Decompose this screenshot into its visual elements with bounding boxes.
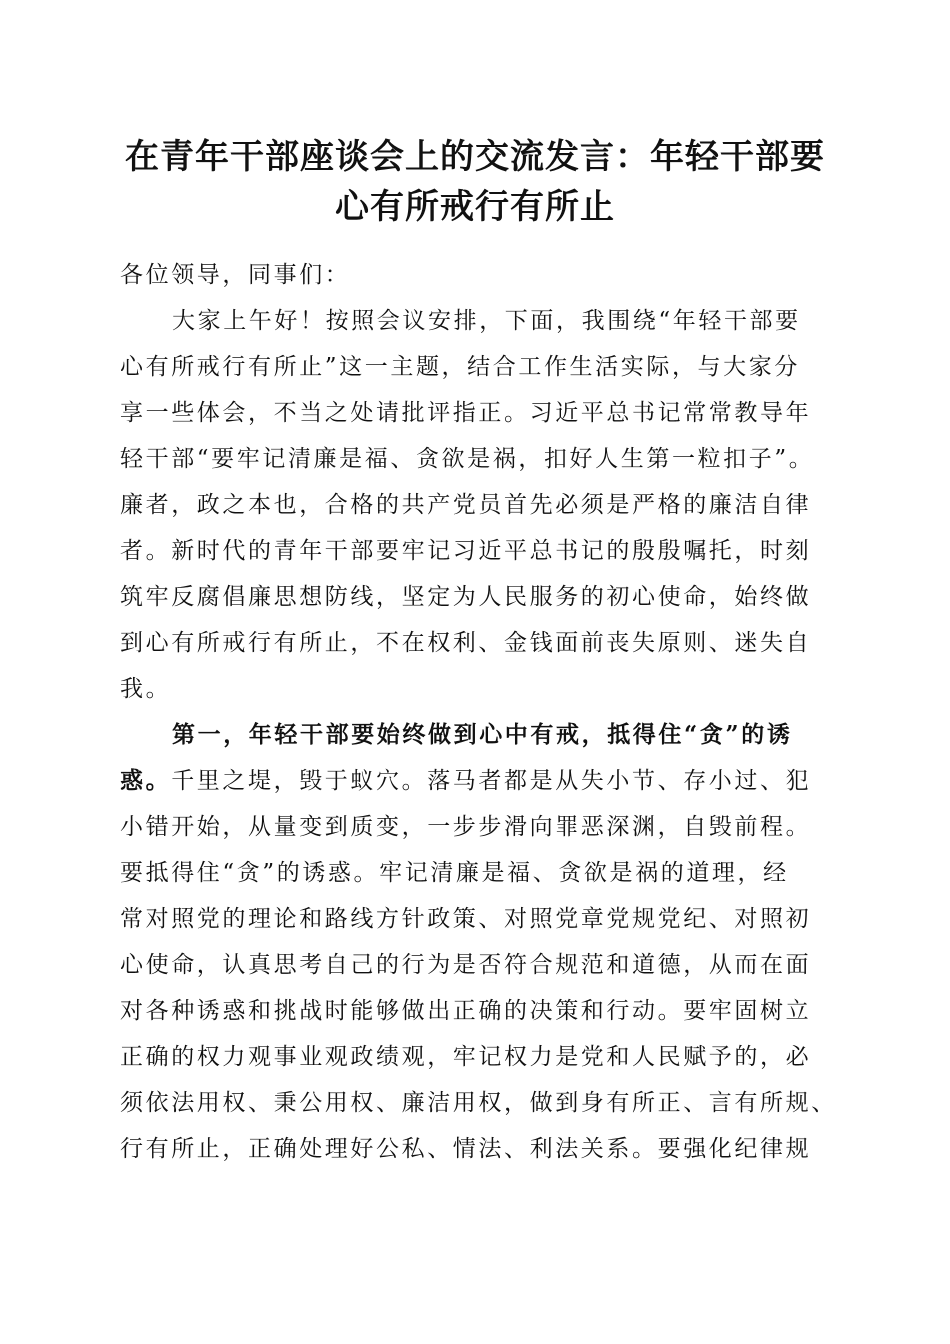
paragraph-line: 常对照党的理论和路线方针政策、对照党章党规党纪、对照初 bbox=[120, 906, 812, 932]
paragraph-line: 行有所止，正确处理好公私、情法、利法关系。要强化纪律规 bbox=[120, 1136, 812, 1162]
paragraph-line: 者。新时代的青年干部要牢记习近平总书记的殷殷嘱托，时刻 bbox=[120, 538, 812, 564]
document-body bbox=[120, 252, 840, 1172]
salutation: 各位领导，同事们： bbox=[120, 262, 351, 288]
paragraph-line: 心有所戒行有所止”这一主题，结合工作生活实际，与大家分 bbox=[120, 354, 800, 380]
paragraph-line: 大家上午好！按照会议安排，下面，我围绕“年轻干部要 bbox=[172, 308, 801, 334]
paragraph-line: 到心有所戒行有所止，不在权利、金钱面前丧失原则、迷失自 bbox=[120, 630, 812, 656]
paragraph-line: 须依法用权、秉公用权、廉洁用权，做到身有所正、言有所规、 bbox=[120, 1090, 837, 1116]
paragraph-line: 对各种诱惑和挑战时能够做出正确的决策和行动。要牢固树立 bbox=[120, 998, 812, 1024]
paragraph-line: 心使命，认真思考自己的行为是否符合规范和道德，从而在面 bbox=[120, 952, 812, 978]
paragraph-line: 筑牢反腐倡廉思想防线，坚定为人民服务的初心使命，始终做 bbox=[120, 584, 812, 610]
paragraph-line: 享一些体会，不当之处请批评指正。习近平总书记常常教导年 bbox=[120, 400, 812, 426]
paragraph-line: 正确的权力观事业观政绩观，牢记权力是党和人民赋予的，必 bbox=[120, 1044, 812, 1070]
paragraph-1 bbox=[120, 298, 840, 712]
paragraph-line bbox=[120, 758, 840, 804]
title-line-2: 心有所戒行有所止 bbox=[335, 187, 615, 227]
section-heading-line: 第一，年轻干部要始终做到心中有戒，抵得住“贪”的诱 bbox=[172, 721, 793, 748]
paragraph-line: 小错开始，从量变到质变，一步步滑向罪恶深渊，自毁前程。 bbox=[120, 814, 812, 840]
document-title bbox=[100, 132, 850, 232]
section-heading-end: 惑。 bbox=[120, 767, 172, 794]
paragraph-line: 轻干部“要牢记清廉是福、贪欲是祸，扣好人生第一粒扣子”。 bbox=[120, 446, 815, 472]
title-line-1: 在青年干部座谈会上的交流发言：年轻干部要 bbox=[125, 137, 825, 177]
paragraph-line: 我。 bbox=[120, 676, 172, 702]
paragraph-2 bbox=[120, 712, 840, 1172]
paragraph-line: 廉者，政之本也，合格的共产党员首先必须是严格的廉洁自律 bbox=[120, 492, 812, 518]
paragraph-line: 要抵得住“贪”的诱惑。牢记清廉是福、贪欲是祸的道理，经 bbox=[120, 860, 789, 886]
paragraph-line-rest: 千里之堤，毁于蚁穴。落马者都是从失小节、存小过、犯 bbox=[171, 768, 812, 794]
